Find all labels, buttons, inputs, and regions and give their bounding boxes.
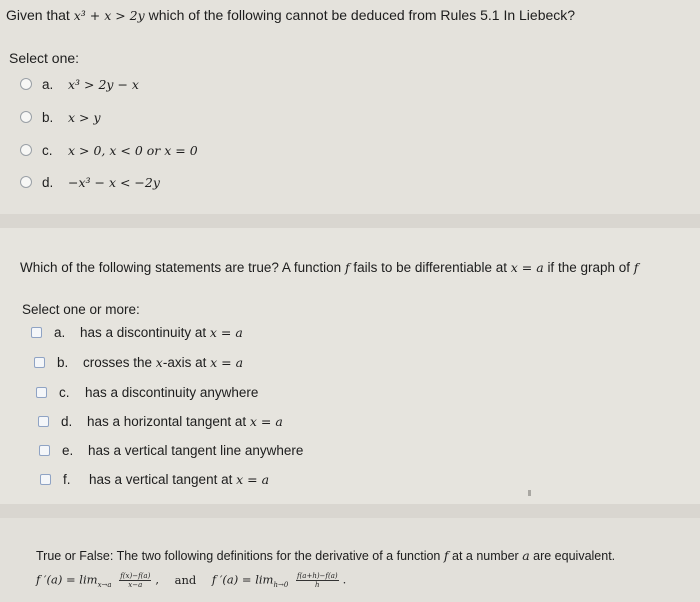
checkbox[interactable] xyxy=(31,327,42,338)
question-2-panel xyxy=(0,228,700,504)
derivative-definitions: f $'(a) = \lim_{x\to a}$ $\frac{f(x)-f(a)}{x-a}$ , and f $'(a) = \lim_{h\to 0}$ $\frac{f(a+h)-f(a)}{h}$ . xyxy=(36,572,347,589)
q1-option-b[interactable]: b. x > y xyxy=(20,107,101,127)
checkbox[interactable] xyxy=(38,416,49,427)
page-mark xyxy=(528,490,531,496)
radio-button[interactable] xyxy=(20,111,32,123)
question-2-text: Which of the following statements are true? A function f fails to be differentiable at x = a if the graph of f xyxy=(20,260,639,275)
q2-option-c[interactable]: c. has a discontinuity anywhere xyxy=(36,382,258,402)
radio-button[interactable] xyxy=(20,144,32,156)
q2-option-b[interactable]: b. crosses the x -axis at x = a xyxy=(34,352,243,372)
q2-option-d[interactable]: d. has a horizontal tangent at x = a xyxy=(38,411,283,431)
checkbox[interactable] xyxy=(34,357,45,368)
select-one-label: Select one: xyxy=(9,50,80,66)
q1-option-d[interactable]: d. −x³ − x < −2y xyxy=(20,172,160,192)
q2-option-f[interactable]: f. has a vertical tangent at x = a xyxy=(40,469,269,489)
checkbox[interactable] xyxy=(36,387,47,398)
q2-option-a[interactable]: a. has a discontinuity at x = a xyxy=(31,322,243,342)
fraction-2: $\frac{f(a+h)-f(a)}{h}$ xyxy=(296,572,338,589)
question-3-text: True or False: The two following definitions for the derivative of a function f at a number a are equivalent. xyxy=(36,548,616,563)
question-1-text: Given that x³ + x > 2y which of the following cannot be deduced from Rules 5.1 In Liebeck? xyxy=(6,7,576,23)
q2-option-e[interactable]: e. has a vertical tangent line anywhere xyxy=(39,440,303,460)
checkbox[interactable] xyxy=(39,445,50,456)
checkbox[interactable] xyxy=(40,474,51,485)
fraction-1: $\frac{f(x)-f(a)}{x-a}$ xyxy=(120,572,151,589)
question-1-panel xyxy=(0,0,700,214)
question-3-panel xyxy=(0,518,700,602)
q1-option-a[interactable]: a. x³ > 2y − x xyxy=(20,74,139,94)
select-one-or-more-label: Select one or more: xyxy=(22,302,140,317)
radio-button[interactable] xyxy=(20,176,32,188)
question-1-math: x³ + x > 2y xyxy=(73,8,145,23)
radio-button[interactable] xyxy=(20,78,32,90)
q1-option-c[interactable]: c. x > 0, x < 0 or x = 0 xyxy=(20,140,198,160)
